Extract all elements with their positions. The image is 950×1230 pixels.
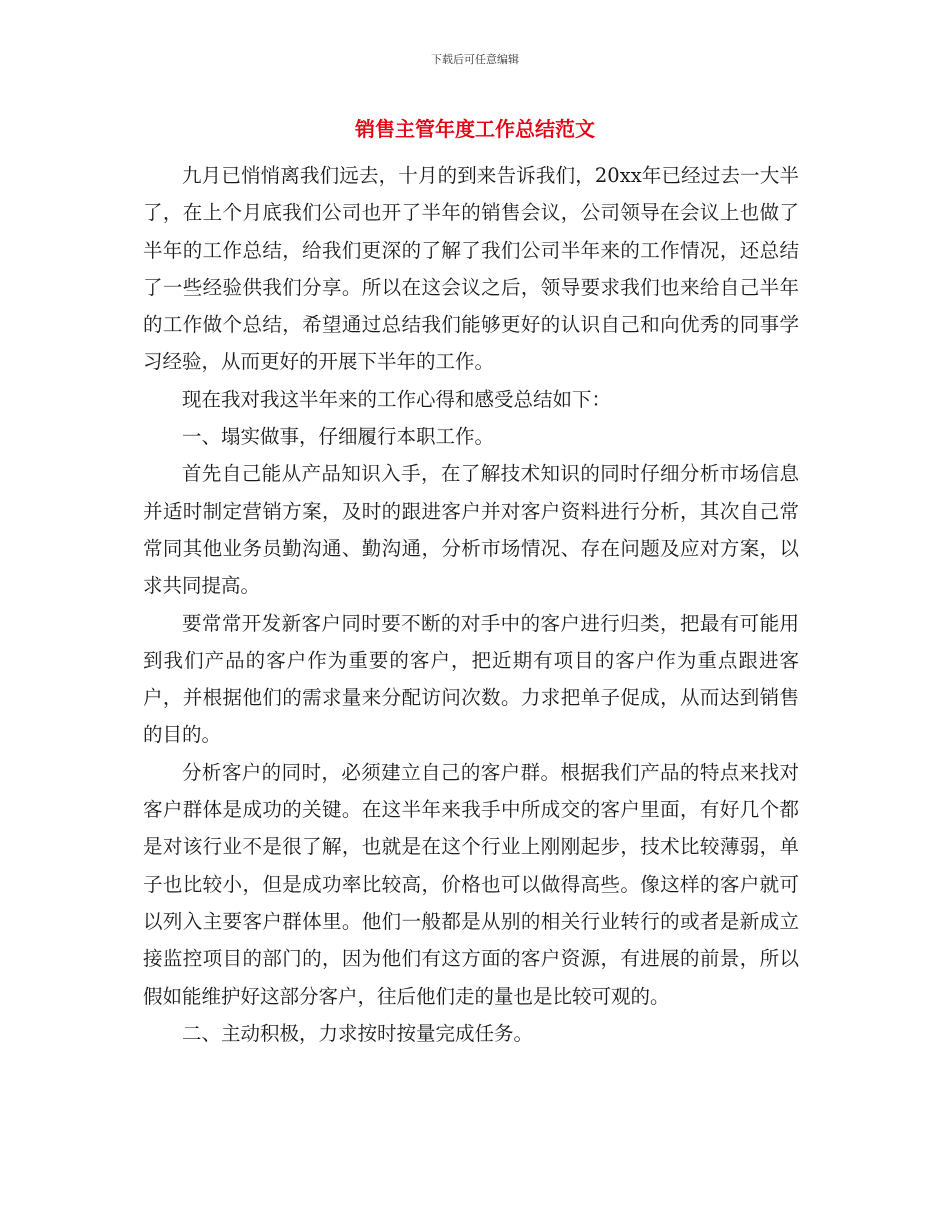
section-heading-1: 一、塌实做事，仔细履行本职工作。: [182, 425, 495, 449]
paragraph-summary-lead: 现在我对我这半年来的工作心得和感受总结如下：: [182, 387, 612, 411]
page-header: 下载后可任意编辑: [431, 53, 519, 66]
paragraph-product-knowledge: 首先自己能从产品知识入手，在了解技术知识的同时仔细分析市场信息并适时制定营销方案，及时的跟进客户并对客户资料进行分析，其次自己常常同其他业务员勤沟通、勤沟通，分析市场情况、存在问题及应对方案，以求共同提高。: [143, 462, 799, 598]
paragraph-intro: 九月已悄悄离我们远去，十月的到来告诉我们，20xx年已经过去一大半了，在上个月底我们公司也开了半年的销售会议，公司领导在会议上也做了半年的工作总结，给我们更深的了解了我们公司半年来的工作情况，还总结了一些经验供我们分享。所以在这会议之后，领导要求我们也来给自己半年的工作做个总结，希望通过总结我们能够更好的认识自己和向优秀的同事学习经验，从而更好的开展下半年的工作。: [143, 164, 799, 374]
paragraph-new-customers: 要常常开发新客户同时要不断的对手中的客户进行归类，把最有可能用到我们产品的客户作为重要的客户，把近期有项目的客户作为重点跟进客户，并根据他们的需求量来分配访问次数。力求把单子促成，从而达到销售的目的。: [143, 611, 799, 747]
paragraph-customer-group: 分析客户的同时，必须建立自己的客户群。根据我们产品的特点来找对客户群体是成功的关键。在这半年来我手中所成交的客户里面，有好几个都是对该行业不是很了解，也就是在这个行业上刚刚起步，技术比较薄弱，单子也比较小，但是成功率比较高，价格也可以做得高些。像这样的客户就可以列入主要客户群体里。他们一般都是从别的相关行业转行的或者是新成立接监控项目的部门的，因为他们有这方面的客户资源，有进展的前景，所以假如能维护好这部分客户，往后他们走的量也是比较可观的。: [143, 760, 799, 1008]
section-heading-2: 二、主动积极，力求按时按量完成任务。: [182, 1021, 534, 1045]
document-title: 销售主管年度工作总结范文: [355, 117, 595, 141]
document-body: [143, 157, 799, 1052]
